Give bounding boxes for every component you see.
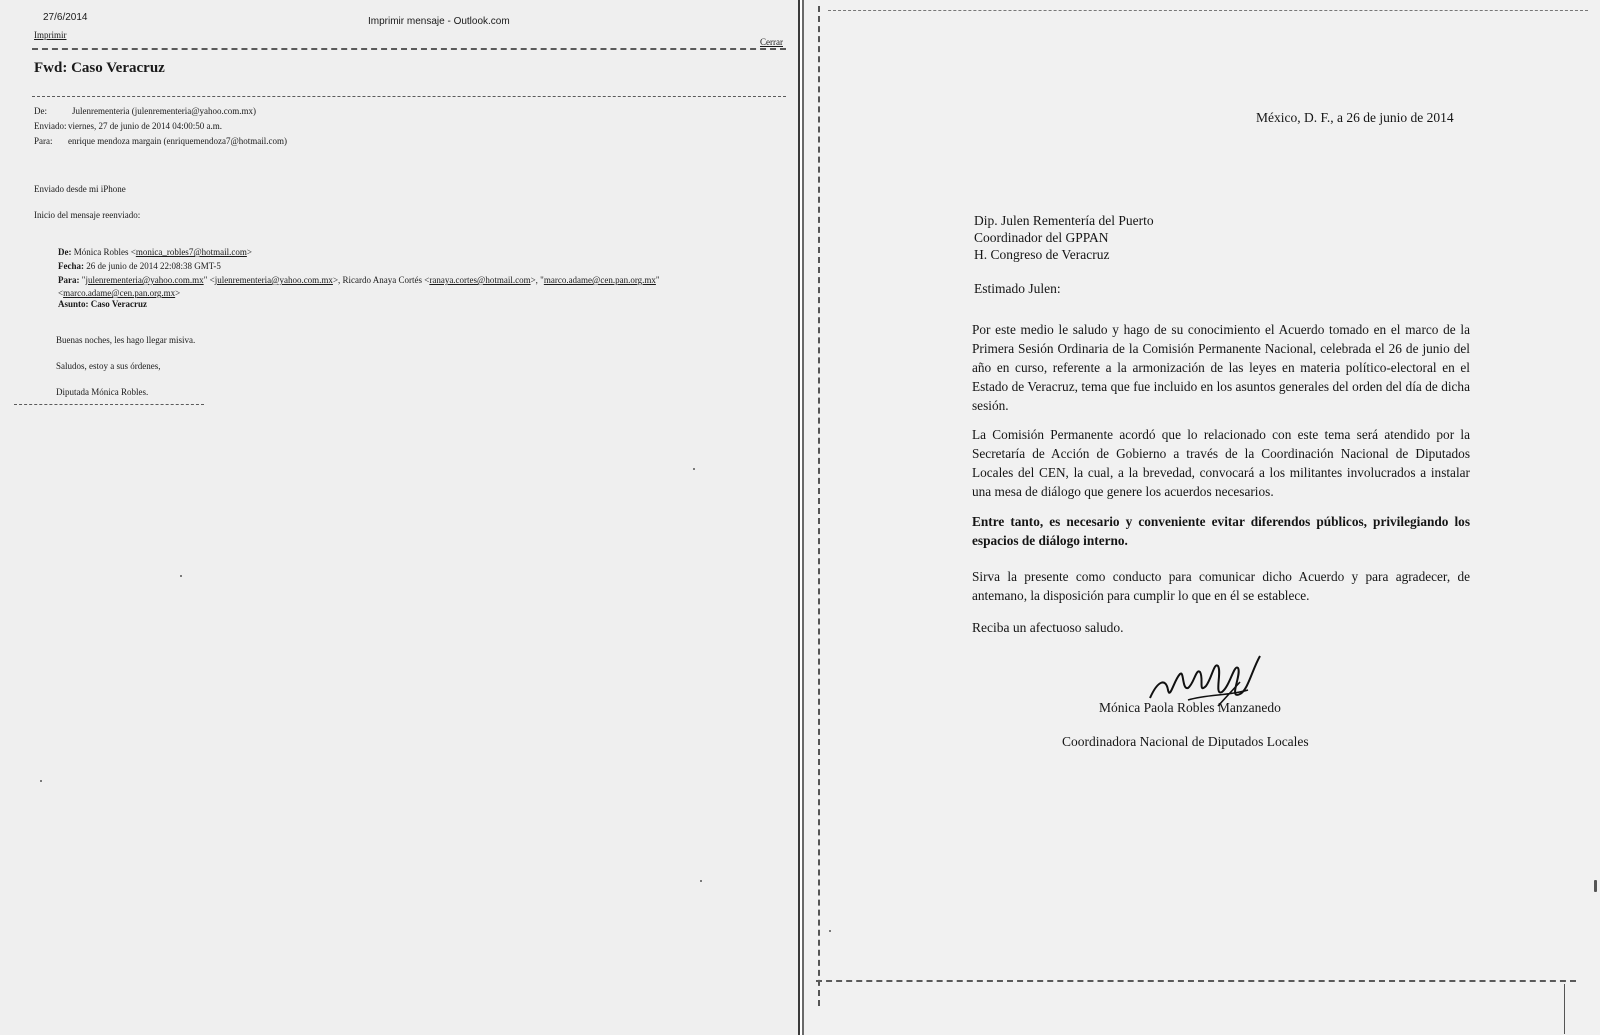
scan-speck	[829, 930, 831, 932]
fwd-to-email-1[interactable]: julenrementeria@yahoo.com.mx	[85, 275, 204, 285]
scan-corner-edge	[1564, 984, 1565, 1034]
fwd-date-value: 26 de junio de 2014 22:08:38 GMT-5	[86, 261, 221, 271]
scan-speck	[700, 880, 702, 882]
sent-from-line: Enviado desde mi iPhone	[34, 184, 126, 194]
letter-closing: Reciba un afectuoso saludo.	[972, 620, 1124, 635]
print-header: Imprimir mensaje - Outlook.com	[368, 16, 510, 27]
scan-speck	[1594, 880, 1597, 892]
fwd-subject-line	[58, 299, 147, 309]
fwd-to-label: Para:	[58, 275, 80, 285]
fwd-date-label: Fecha:	[58, 261, 84, 271]
body-line-3: Diputada Mónica Robles.	[56, 387, 149, 397]
fwd-date-line	[58, 261, 221, 271]
fwd-to-email-5[interactable]: marco.adame@cen.pan.org.mx	[63, 288, 176, 298]
sent-value: viernes, 27 de junio de 2014 04:00:50 a.m.	[68, 121, 222, 131]
fwd-subject-label: Asunto:	[58, 299, 89, 309]
fwd-to-name-2: Ricardo Anaya Cortés <	[342, 275, 430, 285]
recipient-title: Coordinador del GPPAN	[974, 230, 1109, 245]
print-link[interactable]: Imprimir	[34, 30, 67, 40]
email-subject: Fwd: Caso Veracruz	[34, 60, 165, 76]
scan-speck	[180, 575, 182, 577]
header-divider	[32, 48, 786, 50]
signer-title: Coordinadora Nacional de Diputados Locales	[1062, 734, 1309, 749]
fwd-from-close: >	[246, 247, 252, 257]
signer-name: Mónica Paola Robles Manzanedo	[1099, 700, 1281, 715]
fwd-to-email-2[interactable]: julenrementeria@yahoo.com.mx	[214, 275, 333, 285]
scan-speck	[40, 780, 42, 782]
letter-greeting: Estimado Julen:	[974, 281, 1061, 296]
fwd-from-name: Mónica Robles <	[73, 247, 136, 257]
letter-paragraph-1: Por este medio le saludo y hago de su conocimiento el Acuerdo tomado en el marco de la Primera Sesión Ordinaria de la Comisión Permanente Nacional, celebrada el 26 de junio del año en curso, referente a la armonización de las leyes en materia político-electoral en el Estado de Veracruz, tema que fue incluido en los asuntos generales del orden del día de dicha sesión.	[972, 322, 1470, 413]
fwd-subject-value: Caso Veracruz	[90, 299, 148, 309]
recipient-name: Dip. Julen Rementería del Puerto	[974, 213, 1154, 228]
fwd-to-email-3[interactable]: ranaya.cortes@hotmail.com	[429, 275, 531, 285]
print-date: 27/6/2014	[43, 12, 88, 23]
forwarded-intro: Inicio del mensaje reenviado:	[34, 210, 141, 220]
letter-paragraph-3: Entre tanto, es necesario y conveniente evitar diferendos públicos, privilegiando los espacios de diálogo interno.	[972, 514, 1470, 548]
letter-paragraph-4: Sirva la presente como conducto para comunicar dicho Acuerdo y para agradecer, de antemano, la disposición para cumplir lo que en él se establece.	[972, 569, 1470, 603]
letter-place-date: México, D. F., a 26 de junio de 2014	[1256, 110, 1454, 125]
body-end-rule	[14, 404, 204, 405]
body-line-1: Buenas noches, les hago llegar misiva.	[56, 335, 196, 345]
fwd-to-line: Para: "julenrementeria@yahoo.com.mx" <julenrementeria@yahoo.com.mx>, Ricardo Anaya Cortés <ranaya.cortes@hotmail.com>, "marco.adame@cen.pan.org.mx"	[58, 275, 660, 285]
fwd-to-line-cont: <marco.adame@cen.pan.org.mx>	[58, 288, 181, 298]
from-label: De:	[34, 106, 47, 116]
email-printout-page	[0, 0, 798, 1035]
recipient-org: H. Congreso de Veracruz	[974, 247, 1110, 262]
scan-left-edge	[818, 6, 820, 1006]
to-label: Para:	[34, 136, 53, 146]
fwd-from-line	[58, 247, 252, 257]
from-value: Julenrementeria (julenrementeria@yahoo.com.mx)	[72, 106, 256, 116]
scan-bottom-edge	[816, 980, 1576, 982]
fwd-from-label: De:	[58, 247, 72, 257]
letter-paragraph-2: La Comisión Permanente acordó que lo relacionado con este tema será atendido por la Secretaría de Acción de Gobierno a través de la Coordinación Nacional de Diputados Locales del CEN, la cual, a la brevedad, convocará a los militantes involucrados a instalar una mesa de diálogo que genere los acuerdos necesarios.	[972, 427, 1470, 499]
fwd-from-email[interactable]: monica_robles7@hotmail.com	[135, 247, 247, 257]
close-link[interactable]: Cerrar	[760, 37, 783, 47]
sent-label: Enviado:	[34, 121, 67, 131]
scan-speck	[693, 468, 695, 470]
subject-divider	[32, 96, 786, 97]
scan-top-edge	[828, 10, 1588, 11]
to-value: enrique mendoza margain (enriquemendoza7@hotmail.com)	[68, 136, 288, 146]
body-line-2: Saludos, estoy a sus órdenes,	[56, 361, 161, 371]
fwd-to-email-4[interactable]: marco.adame@cen.pan.org.mx	[543, 275, 656, 285]
